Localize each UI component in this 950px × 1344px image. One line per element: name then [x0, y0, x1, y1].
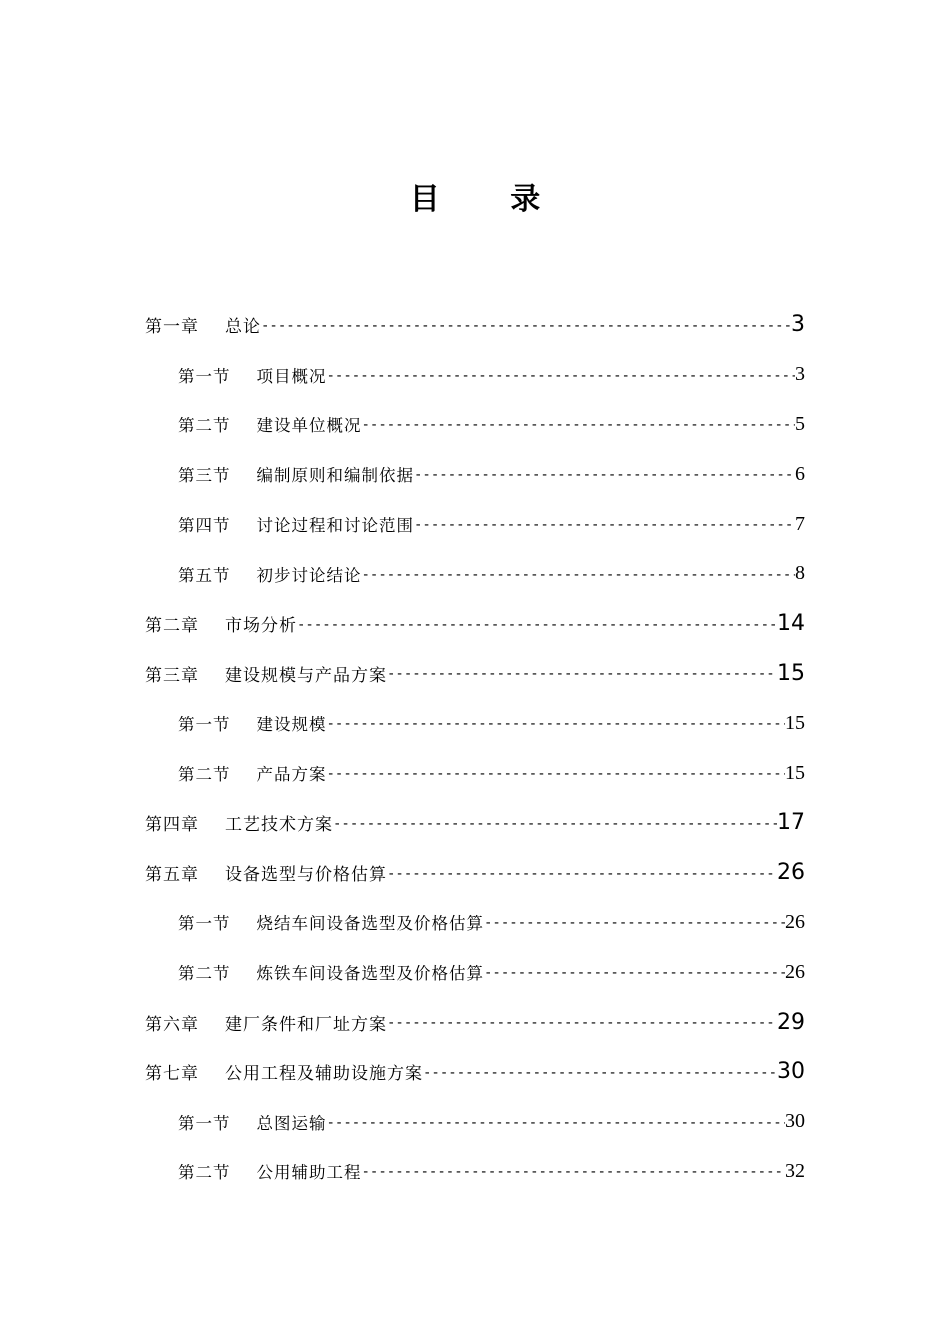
toc-entry-page: 26 [777, 860, 805, 886]
toc-entry-number: 第二章 [145, 616, 199, 637]
toc-entry-label [178, 711, 327, 735]
toc-entry[interactable] [0, 1047, 950, 1097]
dot-leader [362, 565, 796, 585]
dot-leader [387, 864, 777, 884]
toc-entry-text: 总图运输 [256, 1113, 327, 1133]
dot-leader [387, 664, 777, 684]
toc-entry-label [178, 910, 484, 934]
toc-entry-number: 第五章 [145, 865, 199, 886]
toc-entry-label [145, 1010, 387, 1035]
toc-entry-number: 第三章 [145, 665, 199, 686]
toc-entry-text: 编制原则和编制依据 [256, 466, 414, 486]
toc-entry-text: 公用辅助工程 [256, 1163, 362, 1183]
toc-entry-text: 公用工程及辅助设施方案 [225, 1064, 423, 1085]
toc-entry-label [145, 611, 297, 636]
toc-entry-label [178, 412, 362, 436]
toc-entry-label [145, 1059, 423, 1084]
toc-entry-text: 讨论过程和讨论范围 [256, 516, 414, 536]
toc-entry-page: 30 [777, 1059, 805, 1085]
dot-leader [414, 465, 795, 485]
dot-leader [484, 913, 785, 933]
dot-leader [297, 615, 777, 635]
toc-entry-page: 29 [777, 1009, 805, 1035]
toc-entry-number: 第二节 [178, 1163, 231, 1183]
toc-entry-number: 第一章 [145, 317, 199, 338]
toc-entry-text: 建设单位概况 [256, 416, 362, 436]
toc-entry-page: 14 [777, 611, 805, 637]
toc-entry-label [178, 1110, 327, 1134]
dot-leader [387, 1013, 777, 1033]
toc-entry-number: 第七章 [145, 1064, 199, 1085]
toc-entry[interactable] [0, 1097, 950, 1147]
toc-entry-text: 建设规模 [256, 715, 327, 735]
toc-entry-page: 30 [785, 1110, 805, 1133]
toc-entry-label [178, 363, 327, 387]
toc-entry-page: 26 [785, 960, 805, 983]
toc-entry-text: 总论 [225, 317, 261, 338]
toc-entry-label [178, 960, 484, 984]
toc-entry[interactable] [0, 997, 950, 1047]
dot-leader [327, 366, 796, 386]
dot-leader [414, 515, 795, 535]
dot-leader [261, 316, 791, 336]
toc-entry-label [178, 462, 414, 486]
toc-entry-text: 建设规模与产品方案 [225, 665, 387, 686]
toc-entry-text: 设备选型与价格估算 [225, 865, 387, 886]
toc-entry[interactable] [0, 400, 950, 450]
toc-entry-number: 第一节 [178, 715, 231, 735]
dot-leader [327, 764, 786, 784]
toc-entry-number: 第六章 [145, 1014, 199, 1035]
toc-entry-page: 3 [791, 312, 805, 338]
toc-entry-label [145, 661, 387, 686]
toc-entry-text: 烧结车间设备选型及价格估算 [256, 914, 484, 934]
toc-entry[interactable] [0, 649, 950, 699]
toc-entry-label [145, 810, 333, 835]
toc-entry-page: 7 [795, 512, 805, 535]
toc-entry-number: 第三节 [178, 466, 231, 486]
toc-entry-label [178, 512, 414, 536]
toc-entry-label [178, 562, 362, 586]
toc-entry[interactable] [0, 748, 950, 798]
toc-entry[interactable] [0, 350, 950, 400]
toc-entry[interactable] [0, 898, 950, 948]
toc-entry-text: 工艺技术方案 [225, 815, 333, 836]
toc-entry-number: 第一节 [178, 1113, 231, 1133]
toc-entry-label [145, 860, 387, 885]
dot-leader [423, 1063, 777, 1083]
toc-entry-number: 第五节 [178, 565, 231, 585]
toc-entry-text: 炼铁车间设备选型及价格估算 [256, 964, 484, 984]
toc-entry-page: 6 [795, 462, 805, 485]
toc-entry-label [145, 312, 261, 337]
toc-entry-number: 第一节 [178, 914, 231, 934]
toc-entry[interactable] [0, 698, 950, 748]
toc-entry-text: 项目概况 [256, 366, 327, 386]
toc-entry[interactable] [0, 449, 950, 499]
toc-entry-page: 3 [795, 363, 805, 386]
toc-entry-number: 第二节 [178, 416, 231, 436]
toc-title: 目 录 [409, 182, 571, 217]
toc-entry-number: 第二节 [178, 765, 231, 785]
toc-entry-text: 建厂条件和厂址方案 [225, 1014, 387, 1035]
toc-entry-page: 17 [777, 810, 805, 836]
dot-leader [362, 1162, 786, 1182]
toc-entry-page: 15 [777, 660, 805, 686]
table-of-contents [0, 300, 950, 1196]
toc-entry[interactable] [0, 549, 950, 599]
toc-entry-label [178, 761, 327, 785]
dot-leader [327, 714, 786, 734]
toc-entry-number: 第四节 [178, 516, 231, 536]
dot-leader [333, 814, 777, 834]
dot-leader [484, 963, 785, 983]
toc-entry-page: 15 [785, 711, 805, 734]
toc-entry-page: 32 [785, 1159, 805, 1182]
toc-entry[interactable] [0, 1147, 950, 1197]
toc-entry-text: 初步讨论结论 [256, 565, 362, 585]
toc-entry[interactable] [0, 499, 950, 549]
toc-entry-number: 第四章 [145, 815, 199, 836]
toc-entry-text: 产品方案 [256, 765, 327, 785]
toc-entry-label [178, 1159, 362, 1183]
dot-leader [327, 1113, 786, 1133]
toc-entry-number: 第一节 [178, 366, 231, 386]
dot-leader [362, 415, 796, 435]
toc-entry[interactable] [0, 599, 950, 649]
toc-entry[interactable] [0, 798, 950, 848]
toc-entry-text: 市场分析 [225, 616, 297, 637]
toc-entry[interactable] [0, 947, 950, 997]
toc-entry-page: 15 [785, 761, 805, 784]
toc-entry-number: 第二节 [178, 964, 231, 984]
toc-entry-page: 5 [795, 412, 805, 435]
toc-entry[interactable] [0, 300, 950, 350]
toc-entry-page: 8 [795, 562, 805, 585]
toc-entry-page: 26 [785, 910, 805, 933]
toc-entry[interactable] [0, 848, 950, 898]
